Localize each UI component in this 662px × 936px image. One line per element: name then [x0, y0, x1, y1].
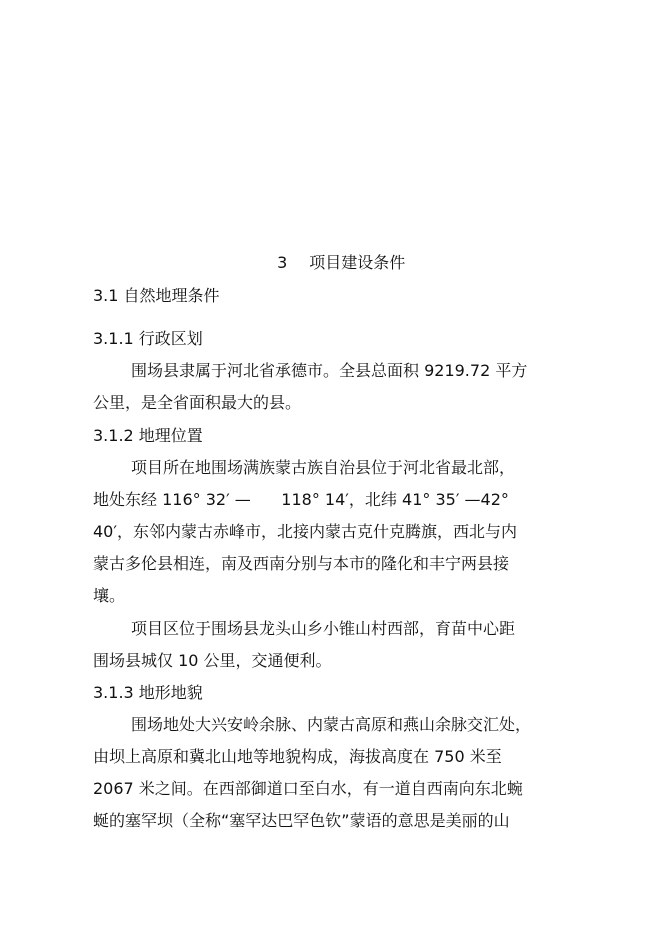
paragraph-line: 围场县城仅 10 公里，交通便利。 — [93, 651, 332, 670]
paragraph-line: 蜒的塞罕坝（全称“塞罕达巴罕色钦”蒙语的意思是美丽的山 — [93, 811, 510, 830]
subsection-heading-2: 3.1.2 地理位置 — [93, 426, 203, 445]
paragraph-line: 围场县隶属于河北省承德市。全县总面积 9219.72 平方 — [131, 361, 528, 380]
chapter-number: 3 — [277, 253, 288, 272]
paragraph-line: 围场地处大兴安岭余脉、内蒙古高原和燕山余脉交汇处， — [131, 715, 532, 734]
paragraph-line: 由坝上高原和冀北山地等地貌构成，海拔高度在 750 米至 — [93, 747, 502, 766]
subsection-heading-1: 3.1.1 行政区划 — [93, 329, 203, 348]
chapter-title — [0, 233, 662, 293]
paragraph-line: 2067 米之间。在西部御道口至白水，有一道自西南向东北蜿 — [93, 779, 523, 798]
subsection-heading-3: 3.1.3 地形地貌 — [93, 683, 203, 702]
paragraph-line: 公里，是全省面积最大的县。 — [93, 393, 302, 412]
paragraph-line: 项目所在地围场满族蒙古族自治县位于河北省最北部， — [131, 458, 516, 477]
section-heading: 3.1 自然地理条件 — [93, 286, 220, 305]
chapter-name: 项目建设条件 — [309, 253, 406, 272]
paragraph-line: 项目区位于围场县龙头山乡小锥山村西部，育苗中心距 — [131, 619, 516, 638]
paragraph-line: 壤。 — [93, 586, 126, 605]
paragraph-line: 40′，东邻内蒙古赤峰市，北接内蒙古克什克腾旗，西北与内 — [93, 522, 517, 541]
paragraph-line: 地处东经 116° 32′ — 118° 14′，北纬 41° 35′ —42° — [93, 490, 509, 509]
paragraph-line: 蒙古多伦县相连，南及西南分别与本市的隆化和丰宁两县接 — [93, 554, 510, 573]
